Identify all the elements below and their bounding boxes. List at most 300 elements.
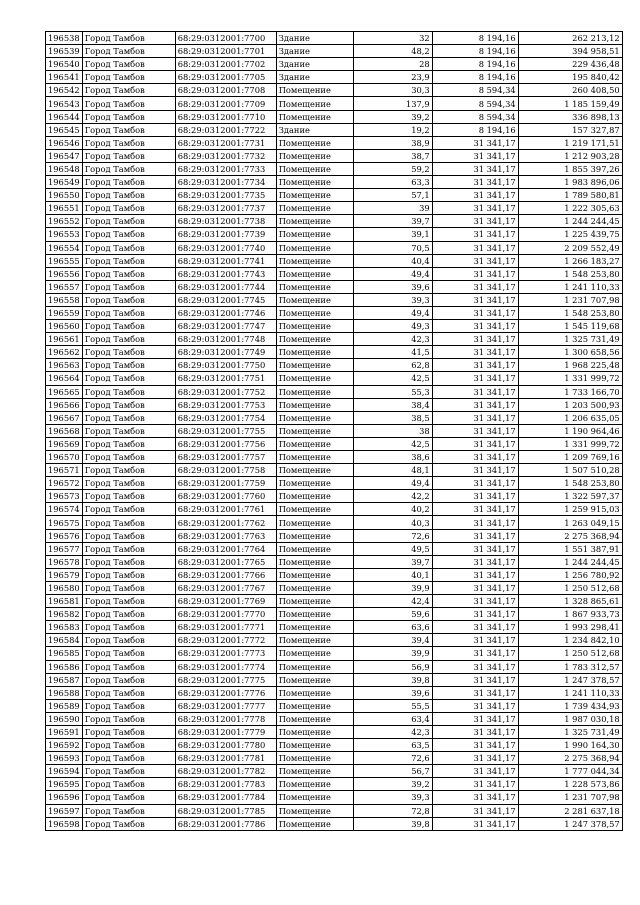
table-row bbox=[46, 97, 623, 110]
object-type-cell: Помещение bbox=[276, 451, 353, 464]
locality-cell: Город Тамбов bbox=[82, 306, 175, 319]
specific-value-cell: 31 341,17 bbox=[432, 686, 518, 699]
row-number-cell: 196589 bbox=[46, 699, 83, 712]
table-row bbox=[46, 581, 623, 594]
object-type-cell: Помещение bbox=[276, 673, 353, 686]
object-type-cell: Помещение bbox=[276, 490, 353, 503]
cadastral-value-cell: 1 241 110,33 bbox=[518, 686, 622, 699]
object-type-cell: Помещение bbox=[276, 621, 353, 634]
specific-value-cell: 31 341,17 bbox=[432, 660, 518, 673]
area-cell: 38,7 bbox=[353, 149, 432, 162]
locality-cell: Город Тамбов bbox=[82, 45, 175, 58]
cadastral-number-cell: 68:29:0312001:7772 bbox=[175, 634, 276, 647]
object-type-cell: Помещение bbox=[276, 136, 353, 149]
locality-cell: Город Тамбов bbox=[82, 398, 175, 411]
cadastral-number-cell: 68:29:0312001:7741 bbox=[175, 254, 276, 267]
locality-cell: Город Тамбов bbox=[82, 71, 175, 84]
cadastral-number-cell: 68:29:0312001:7777 bbox=[175, 699, 276, 712]
cadastral-value-cell: 1 968 225,48 bbox=[518, 359, 622, 372]
cadastral-number-cell: 68:29:0312001:7750 bbox=[175, 359, 276, 372]
specific-value-cell: 8 194,16 bbox=[432, 71, 518, 84]
area-cell: 137,9 bbox=[353, 97, 432, 110]
locality-cell: Город Тамбов bbox=[82, 320, 175, 333]
row-number-cell: 196559 bbox=[46, 306, 83, 319]
locality-cell: Город Тамбов bbox=[82, 280, 175, 293]
table-row bbox=[46, 437, 623, 450]
table-row bbox=[46, 267, 623, 280]
cadastral-value-cell: 1 545 119,68 bbox=[518, 320, 622, 333]
locality-cell: Город Тамбов bbox=[82, 660, 175, 673]
cadastral-value-cell: 262 213,12 bbox=[518, 32, 622, 45]
cadastral-number-cell: 68:29:0312001:7731 bbox=[175, 136, 276, 149]
area-cell: 63,3 bbox=[353, 176, 432, 189]
area-cell: 49,3 bbox=[353, 320, 432, 333]
row-number-cell: 196552 bbox=[46, 215, 83, 228]
locality-cell: Город Тамбов bbox=[82, 267, 175, 280]
specific-value-cell: 31 341,17 bbox=[432, 621, 518, 634]
specific-value-cell: 31 341,17 bbox=[432, 568, 518, 581]
area-cell: 39,9 bbox=[353, 647, 432, 660]
table-row bbox=[46, 660, 623, 673]
locality-cell: Город Тамбов bbox=[82, 647, 175, 660]
cadastral-number-cell: 68:29:0312001:7749 bbox=[175, 346, 276, 359]
row-number-cell: 196586 bbox=[46, 660, 83, 673]
cadastral-number-cell: 68:29:0312001:7701 bbox=[175, 45, 276, 58]
locality-cell: Город Тамбов bbox=[82, 725, 175, 738]
object-type-cell: Помещение bbox=[276, 267, 353, 280]
table-row bbox=[46, 372, 623, 385]
table-row bbox=[46, 136, 623, 149]
specific-value-cell: 31 341,17 bbox=[432, 791, 518, 804]
area-cell: 56,9 bbox=[353, 660, 432, 673]
cadastral-number-cell: 68:29:0312001:7738 bbox=[175, 215, 276, 228]
area-cell: 40,3 bbox=[353, 516, 432, 529]
row-number-cell: 196597 bbox=[46, 804, 83, 817]
cadastral-number-cell: 68:29:0312001:7732 bbox=[175, 149, 276, 162]
table-row bbox=[46, 529, 623, 542]
specific-value-cell: 8 194,16 bbox=[432, 45, 518, 58]
locality-cell: Город Тамбов bbox=[82, 346, 175, 359]
specific-value-cell: 31 341,17 bbox=[432, 202, 518, 215]
table-row bbox=[46, 45, 623, 58]
specific-value-cell: 31 341,17 bbox=[432, 778, 518, 791]
row-number-cell: 196571 bbox=[46, 464, 83, 477]
object-type-cell: Помещение bbox=[276, 712, 353, 725]
cadastral-value-cell: 1 247 378,57 bbox=[518, 817, 622, 830]
row-number-cell: 196587 bbox=[46, 673, 83, 686]
cadastral-value-cell: 1 331 999,72 bbox=[518, 372, 622, 385]
row-number-cell: 196541 bbox=[46, 71, 83, 84]
cadastral-number-cell: 68:29:0312001:7757 bbox=[175, 451, 276, 464]
cadastral-value-cell: 1 733 166,70 bbox=[518, 385, 622, 398]
area-cell: 38 bbox=[353, 424, 432, 437]
row-number-cell: 196582 bbox=[46, 608, 83, 621]
row-number-cell: 196564 bbox=[46, 372, 83, 385]
locality-cell: Город Тамбов bbox=[82, 634, 175, 647]
table-row bbox=[46, 84, 623, 97]
specific-value-cell: 31 341,17 bbox=[432, 542, 518, 555]
specific-value-cell: 31 341,17 bbox=[432, 359, 518, 372]
table-row bbox=[46, 817, 623, 830]
specific-value-cell: 31 341,17 bbox=[432, 555, 518, 568]
specific-value-cell: 31 341,17 bbox=[432, 320, 518, 333]
cadastral-number-cell: 68:29:0312001:7740 bbox=[175, 241, 276, 254]
area-cell: 72,6 bbox=[353, 529, 432, 542]
locality-cell: Город Тамбов bbox=[82, 254, 175, 267]
cadastral-value-cell: 1 266 183,27 bbox=[518, 254, 622, 267]
cadastral-number-cell: 68:29:0312001:7748 bbox=[175, 333, 276, 346]
row-number-cell: 196562 bbox=[46, 346, 83, 359]
cadastral-number-cell: 68:29:0312001:7756 bbox=[175, 437, 276, 450]
locality-cell: Город Тамбов bbox=[82, 804, 175, 817]
object-type-cell: Помещение bbox=[276, 568, 353, 581]
cadastral-number-cell: 68:29:0312001:7722 bbox=[175, 123, 276, 136]
specific-value-cell: 8 194,16 bbox=[432, 58, 518, 71]
table-row bbox=[46, 464, 623, 477]
area-cell: 28 bbox=[353, 58, 432, 71]
specific-value-cell: 31 341,17 bbox=[432, 280, 518, 293]
object-type-cell: Помещение bbox=[276, 725, 353, 738]
area-cell: 62,8 bbox=[353, 359, 432, 372]
cadastral-number-cell: 68:29:0312001:7785 bbox=[175, 804, 276, 817]
object-type-cell: Помещение bbox=[276, 333, 353, 346]
specific-value-cell: 31 341,17 bbox=[432, 647, 518, 660]
cadastral-value-cell: 1 244 244,45 bbox=[518, 215, 622, 228]
table-row bbox=[46, 123, 623, 136]
row-number-cell: 196567 bbox=[46, 411, 83, 424]
cadastral-number-cell: 68:29:0312001:7733 bbox=[175, 162, 276, 175]
specific-value-cell: 8 594,34 bbox=[432, 110, 518, 123]
specific-value-cell: 31 341,17 bbox=[432, 699, 518, 712]
cadastral-number-cell: 68:29:0312001:7773 bbox=[175, 647, 276, 660]
area-cell: 39,3 bbox=[353, 293, 432, 306]
row-number-cell: 196540 bbox=[46, 58, 83, 71]
object-type-cell: Здание bbox=[276, 123, 353, 136]
cadastral-value-cell: 1 983 896,06 bbox=[518, 176, 622, 189]
cadastral-number-cell: 68:29:0312001:7758 bbox=[175, 464, 276, 477]
area-cell: 23,9 bbox=[353, 71, 432, 84]
object-type-cell: Помещение bbox=[276, 634, 353, 647]
cadastral-value-cell: 1 231 707,98 bbox=[518, 293, 622, 306]
cadastral-number-cell: 68:29:0312001:7762 bbox=[175, 516, 276, 529]
cadastral-number-cell: 68:29:0312001:7709 bbox=[175, 97, 276, 110]
specific-value-cell: 31 341,17 bbox=[432, 752, 518, 765]
object-type-cell: Помещение bbox=[276, 293, 353, 306]
locality-cell: Город Тамбов bbox=[82, 241, 175, 254]
locality-cell: Город Тамбов bbox=[82, 490, 175, 503]
cadastral-number-cell: 68:29:0312001:7754 bbox=[175, 411, 276, 424]
locality-cell: Город Тамбов bbox=[82, 333, 175, 346]
object-type-cell: Помещение bbox=[276, 424, 353, 437]
area-cell: 63,6 bbox=[353, 621, 432, 634]
cadastral-number-cell: 68:29:0312001:7786 bbox=[175, 817, 276, 830]
cadastral-value-cell: 1 250 512,68 bbox=[518, 581, 622, 594]
cadastral-value-cell: 1 259 915,03 bbox=[518, 503, 622, 516]
cadastral-value-cell: 1 244 244,45 bbox=[518, 555, 622, 568]
specific-value-cell: 31 341,17 bbox=[432, 136, 518, 149]
area-cell: 42,3 bbox=[353, 725, 432, 738]
cadastral-number-cell: 68:29:0312001:7767 bbox=[175, 581, 276, 594]
table-row bbox=[46, 411, 623, 424]
cadastral-number-cell: 68:29:0312001:7753 bbox=[175, 398, 276, 411]
cadastral-value-cell: 1 331 999,72 bbox=[518, 437, 622, 450]
area-cell: 59,2 bbox=[353, 162, 432, 175]
row-number-cell: 196547 bbox=[46, 149, 83, 162]
cadastral-number-cell: 68:29:0312001:7770 bbox=[175, 608, 276, 621]
area-cell: 40,4 bbox=[353, 254, 432, 267]
specific-value-cell: 31 341,17 bbox=[432, 634, 518, 647]
cadastral-value-cell: 157 327,87 bbox=[518, 123, 622, 136]
table-row bbox=[46, 202, 623, 215]
object-type-cell: Помещение bbox=[276, 581, 353, 594]
object-type-cell: Помещение bbox=[276, 254, 353, 267]
object-type-cell: Помещение bbox=[276, 516, 353, 529]
area-cell: 42,5 bbox=[353, 372, 432, 385]
area-cell: 70,5 bbox=[353, 241, 432, 254]
locality-cell: Город Тамбов bbox=[82, 699, 175, 712]
cadastral-number-cell: 68:29:0312001:7771 bbox=[175, 621, 276, 634]
cadastral-value-cell: 336 898,13 bbox=[518, 110, 622, 123]
locality-cell: Город Тамбов bbox=[82, 555, 175, 568]
cadastral-value-cell: 1 739 434,93 bbox=[518, 699, 622, 712]
locality-cell: Город Тамбов bbox=[82, 529, 175, 542]
cadastral-value-cell: 1 987 030,18 bbox=[518, 712, 622, 725]
specific-value-cell: 31 341,17 bbox=[432, 293, 518, 306]
row-number-cell: 196576 bbox=[46, 529, 83, 542]
row-number-cell: 196573 bbox=[46, 490, 83, 503]
area-cell: 39,8 bbox=[353, 673, 432, 686]
table-row bbox=[46, 71, 623, 84]
table-row bbox=[46, 765, 623, 778]
specific-value-cell: 31 341,17 bbox=[432, 424, 518, 437]
cadastral-value-cell: 1 256 780,92 bbox=[518, 568, 622, 581]
cadastral-value-cell: 1 789 580,81 bbox=[518, 189, 622, 202]
object-type-cell: Помещение bbox=[276, 437, 353, 450]
cadastral-value-cell: 1 867 933,73 bbox=[518, 608, 622, 621]
area-cell: 39,2 bbox=[353, 778, 432, 791]
specific-value-cell: 31 341,17 bbox=[432, 437, 518, 450]
table-row bbox=[46, 804, 623, 817]
specific-value-cell: 8 594,34 bbox=[432, 97, 518, 110]
table-row bbox=[46, 451, 623, 464]
area-cell: 56,7 bbox=[353, 765, 432, 778]
locality-cell: Город Тамбов bbox=[82, 712, 175, 725]
row-number-cell: 196579 bbox=[46, 568, 83, 581]
cadastral-value-cell: 1 250 512,68 bbox=[518, 647, 622, 660]
locality-cell: Город Тамбов bbox=[82, 686, 175, 699]
object-type-cell: Помещение bbox=[276, 385, 353, 398]
locality-cell: Город Тамбов bbox=[82, 765, 175, 778]
cadastral-number-cell: 68:29:0312001:7705 bbox=[175, 71, 276, 84]
specific-value-cell: 31 341,17 bbox=[432, 529, 518, 542]
locality-cell: Город Тамбов bbox=[82, 136, 175, 149]
specific-value-cell: 31 341,17 bbox=[432, 228, 518, 241]
cadastral-value-cell: 260 408,50 bbox=[518, 84, 622, 97]
locality-cell: Город Тамбов bbox=[82, 673, 175, 686]
cadastral-number-cell: 68:29:0312001:7761 bbox=[175, 503, 276, 516]
cadastral-value-cell: 1 855 397,26 bbox=[518, 162, 622, 175]
area-cell: 49,4 bbox=[353, 477, 432, 490]
cadastral-number-cell: 68:29:0312001:7766 bbox=[175, 568, 276, 581]
locality-cell: Город Тамбов bbox=[82, 228, 175, 241]
cadastral-number-cell: 68:29:0312001:7710 bbox=[175, 110, 276, 123]
row-number-cell: 196572 bbox=[46, 477, 83, 490]
table-row bbox=[46, 595, 623, 608]
cadastral-value-cell: 1 203 500,93 bbox=[518, 398, 622, 411]
locality-cell: Город Тамбов bbox=[82, 176, 175, 189]
locality-cell: Город Тамбов bbox=[82, 110, 175, 123]
table-row bbox=[46, 398, 623, 411]
object-type-cell: Помещение bbox=[276, 202, 353, 215]
specific-value-cell: 31 341,17 bbox=[432, 804, 518, 817]
object-type-cell: Помещение bbox=[276, 280, 353, 293]
area-cell: 49,5 bbox=[353, 542, 432, 555]
cadastral-number-cell: 68:29:0312001:7778 bbox=[175, 712, 276, 725]
cadastral-value-cell: 2 275 368,94 bbox=[518, 752, 622, 765]
table-row bbox=[46, 477, 623, 490]
specific-value-cell: 31 341,17 bbox=[432, 451, 518, 464]
table-row bbox=[46, 791, 623, 804]
row-number-cell: 196556 bbox=[46, 267, 83, 280]
cadastral-value-cell: 2 275 368,94 bbox=[518, 529, 622, 542]
cadastral-number-cell: 68:29:0312001:7763 bbox=[175, 529, 276, 542]
cadastral-value-cell: 1 241 110,33 bbox=[518, 280, 622, 293]
object-type-cell: Помещение bbox=[276, 817, 353, 830]
specific-value-cell: 31 341,17 bbox=[432, 477, 518, 490]
specific-value-cell: 31 341,17 bbox=[432, 595, 518, 608]
specific-value-cell: 31 341,17 bbox=[432, 162, 518, 175]
row-number-cell: 196555 bbox=[46, 254, 83, 267]
row-number-cell: 196539 bbox=[46, 45, 83, 58]
specific-value-cell: 31 341,17 bbox=[432, 333, 518, 346]
locality-cell: Город Тамбов bbox=[82, 359, 175, 372]
table-row bbox=[46, 424, 623, 437]
cadastral-number-cell: 68:29:0312001:7774 bbox=[175, 660, 276, 673]
table-row bbox=[46, 58, 623, 71]
row-number-cell: 196598 bbox=[46, 817, 83, 830]
table-row bbox=[46, 608, 623, 621]
row-number-cell: 196583 bbox=[46, 621, 83, 634]
specific-value-cell: 31 341,17 bbox=[432, 176, 518, 189]
row-number-cell: 196569 bbox=[46, 437, 83, 450]
row-number-cell: 196538 bbox=[46, 32, 83, 45]
object-type-cell: Помещение bbox=[276, 464, 353, 477]
locality-cell: Город Тамбов bbox=[82, 202, 175, 215]
area-cell: 39,7 bbox=[353, 215, 432, 228]
cadastral-number-cell: 68:29:0312001:7775 bbox=[175, 673, 276, 686]
table-row bbox=[46, 346, 623, 359]
object-type-cell: Помещение bbox=[276, 595, 353, 608]
specific-value-cell: 31 341,17 bbox=[432, 306, 518, 319]
cadastral-number-cell: 68:29:0312001:7764 bbox=[175, 542, 276, 555]
cadastral-value-cell: 1 551 387,91 bbox=[518, 542, 622, 555]
row-number-cell: 196545 bbox=[46, 123, 83, 136]
table-row bbox=[46, 516, 623, 529]
specific-value-cell: 31 341,17 bbox=[432, 372, 518, 385]
cadastral-number-cell: 68:29:0312001:7769 bbox=[175, 595, 276, 608]
cadastral-value-cell: 1 209 769,16 bbox=[518, 451, 622, 464]
area-cell: 32 bbox=[353, 32, 432, 45]
specific-value-cell: 31 341,17 bbox=[432, 149, 518, 162]
cadastral-number-cell: 68:29:0312001:7760 bbox=[175, 490, 276, 503]
object-type-cell: Помещение bbox=[276, 752, 353, 765]
row-number-cell: 196581 bbox=[46, 595, 83, 608]
locality-cell: Город Тамбов bbox=[82, 411, 175, 424]
object-type-cell: Помещение bbox=[276, 110, 353, 123]
specific-value-cell: 8 594,34 bbox=[432, 84, 518, 97]
cadastral-value-cell: 1 231 707,98 bbox=[518, 791, 622, 804]
object-type-cell: Помещение bbox=[276, 320, 353, 333]
table-row bbox=[46, 490, 623, 503]
row-number-cell: 196593 bbox=[46, 752, 83, 765]
specific-value-cell: 31 341,17 bbox=[432, 817, 518, 830]
object-type-cell: Помещение bbox=[276, 503, 353, 516]
object-type-cell: Помещение bbox=[276, 372, 353, 385]
cadastral-number-cell: 68:29:0312001:7780 bbox=[175, 739, 276, 752]
table-row bbox=[46, 333, 623, 346]
cadastral-value-cell: 1 190 964,46 bbox=[518, 424, 622, 437]
area-cell: 39,6 bbox=[353, 280, 432, 293]
cadastral-number-cell: 68:29:0312001:7765 bbox=[175, 555, 276, 568]
row-number-cell: 196588 bbox=[46, 686, 83, 699]
locality-cell: Город Тамбов bbox=[82, 595, 175, 608]
cadastral-value-cell: 2 209 552,49 bbox=[518, 241, 622, 254]
row-number-cell: 196594 bbox=[46, 765, 83, 778]
locality-cell: Город Тамбов bbox=[82, 84, 175, 97]
cadastral-number-cell: 68:29:0312001:7746 bbox=[175, 306, 276, 319]
area-cell: 63,4 bbox=[353, 712, 432, 725]
row-number-cell: 196553 bbox=[46, 228, 83, 241]
specific-value-cell: 31 341,17 bbox=[432, 581, 518, 594]
table-row bbox=[46, 215, 623, 228]
object-type-cell: Помещение bbox=[276, 608, 353, 621]
locality-cell: Город Тамбов bbox=[82, 215, 175, 228]
cadastral-number-cell: 68:29:0312001:7781 bbox=[175, 752, 276, 765]
object-type-cell: Помещение bbox=[276, 97, 353, 110]
cadastral-number-cell: 68:29:0312001:7737 bbox=[175, 202, 276, 215]
cadastral-number-cell: 68:29:0312001:7744 bbox=[175, 280, 276, 293]
table-row bbox=[46, 359, 623, 372]
object-type-cell: Помещение bbox=[276, 189, 353, 202]
object-type-cell: Здание bbox=[276, 45, 353, 58]
cadastral-value-table bbox=[45, 31, 623, 831]
locality-cell: Город Тамбов bbox=[82, 477, 175, 490]
area-cell: 39,7 bbox=[353, 555, 432, 568]
specific-value-cell: 31 341,17 bbox=[432, 516, 518, 529]
area-cell: 41,5 bbox=[353, 346, 432, 359]
locality-cell: Город Тамбов bbox=[82, 608, 175, 621]
specific-value-cell: 8 194,16 bbox=[432, 123, 518, 136]
area-cell: 39,3 bbox=[353, 791, 432, 804]
locality-cell: Город Тамбов bbox=[82, 817, 175, 830]
cadastral-number-cell: 68:29:0312001:7782 bbox=[175, 765, 276, 778]
area-cell: 72,8 bbox=[353, 804, 432, 817]
row-number-cell: 196549 bbox=[46, 176, 83, 189]
area-cell: 63,5 bbox=[353, 739, 432, 752]
specific-value-cell: 31 341,17 bbox=[432, 267, 518, 280]
area-cell: 42,5 bbox=[353, 437, 432, 450]
row-number-cell: 196590 bbox=[46, 712, 83, 725]
object-type-cell: Помещение bbox=[276, 149, 353, 162]
row-number-cell: 196543 bbox=[46, 97, 83, 110]
area-cell: 39,4 bbox=[353, 634, 432, 647]
cadastral-value-cell: 1 548 253,80 bbox=[518, 267, 622, 280]
object-type-cell: Здание bbox=[276, 58, 353, 71]
row-number-cell: 196544 bbox=[46, 110, 83, 123]
cadastral-number-cell: 68:29:0312001:7745 bbox=[175, 293, 276, 306]
table-row bbox=[46, 176, 623, 189]
area-cell: 39,8 bbox=[353, 817, 432, 830]
